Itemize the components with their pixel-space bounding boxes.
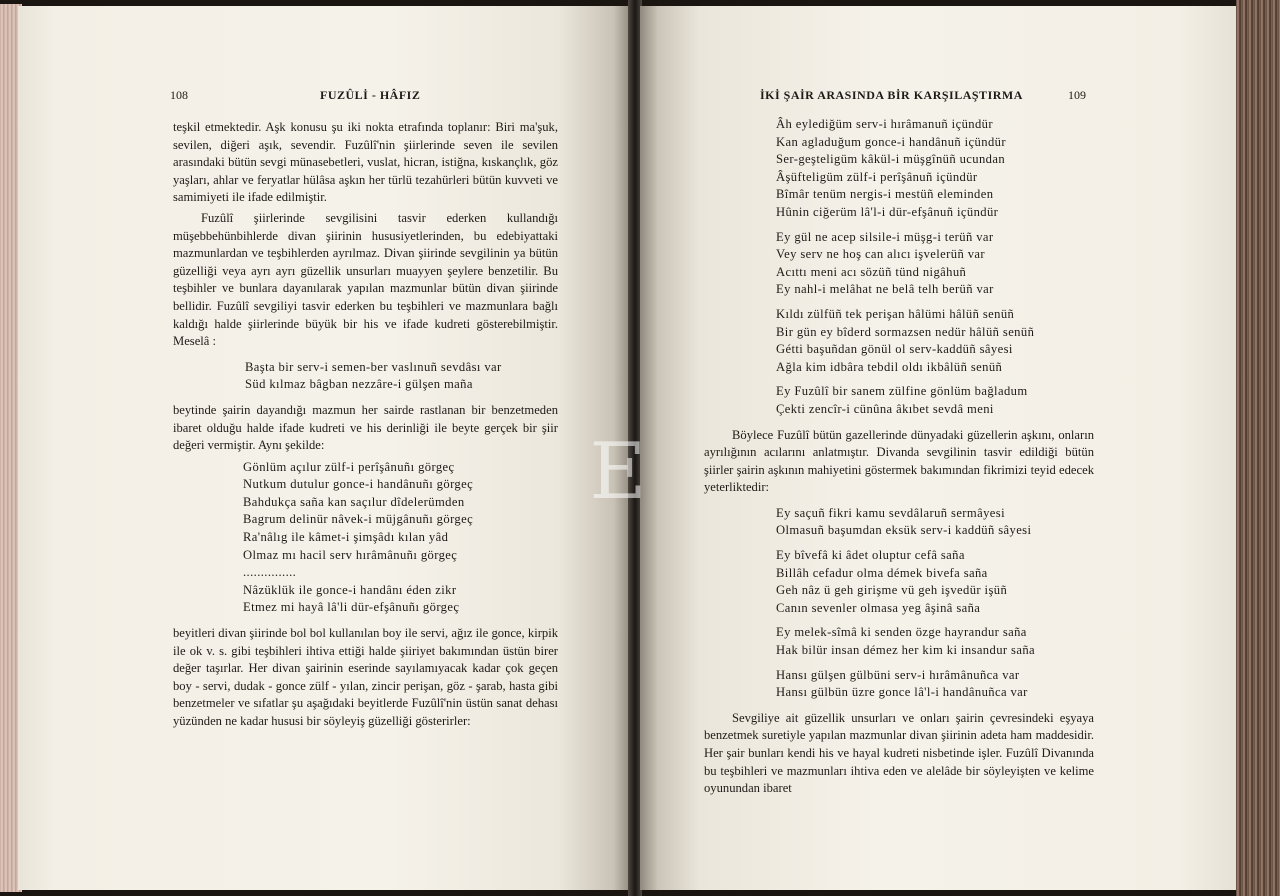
right-page-edges <box>1236 0 1280 896</box>
stanza <box>776 229 1094 299</box>
verse-line: Kıldı zülfüñ tek perişan hâlümi hâlüñ senüñ <box>776 306 1015 321</box>
right-text-column <box>704 116 1094 798</box>
verse-line: Ey saçuñ fikri kamu sevdâlaruñ sermâyesi <box>776 505 1005 520</box>
stanza <box>776 547 1094 617</box>
left-verse-2 <box>243 459 558 617</box>
verse-group <box>776 116 1094 419</box>
right-paragraph-2: Sevgiliye ait güzellik unsurları ve onları şairin çevresindeki eşyaya benzetmek suretiyle yapılan mazmunlar divan şiirinin adeta ham maddesidir. Her şair bunları kendi his ve hayal kudreti nisbetinde işler. Fuzûlî Divanında bu teşbihleri ve mazmunları ihtiva eden ve alelâde bir söyleyişten ve kelime oyunundan ibaret <box>704 710 1094 796</box>
verse-line: Süd kılmaz bâgban nezzâre-i gülşen maña <box>245 377 473 392</box>
verse-line: Ser-geşteligüm kâkül-i müşgînüñ ucundan <box>776 152 1006 167</box>
verse-line: Etmez mi hayâ lâ'li dür-efşânuñı görgeç <box>243 600 460 615</box>
verse-line: Bir gün ey bîderd sormazsen nedür hâlüñ senüñ <box>776 324 1035 339</box>
verse-line: Âşüfteligüm zülf-i perîşânuñ içündür <box>776 169 978 184</box>
verse-line: Gönlüm açılur zülf-i perîşânuñı görgeç <box>243 459 455 474</box>
verse-line: Ey Fuzûlî bir sanem zülfine gönlüm bağladum <box>776 384 1028 399</box>
running-header-right: İKİ ŞAİR ARASINDA BİR KARŞILAŞTIRMA <box>760 88 1023 102</box>
right-paragraph-1: Böylece Fuzûlî bütün gazellerinde dünyadaki güzellerin aşkını, onların ayrılığının acılarını anlatmıştır. Divanda sevgilinin tasvir edildiği bütün şiirler şairin aşkının mahiyetini göstermek bakımından fikrimizi teyid edecek yeterliktedir: <box>704 427 1094 495</box>
left-paragraph-1: teşkil etmektedir. Aşk konusu şu iki nokta etrafında toplanır: Biri ma'şuk, sevilen, diğeri aşık, sevendir. Fuzûlî'nin şiirlerinde seven ile sevilen arasındaki bütün sevgi münasebetleri, vuslat, hicran, istiğna, kıskançlık, göz yaşları, ahlar ve feryatlar hülâsa aşkın her türlü tezahürleri bütün kuvveti ve samimiyeti ile ifade edilmiştir. <box>173 120 558 205</box>
verse-line: Hansı gülşen gülbüni serv-i hırâmânuñca var <box>776 667 1020 682</box>
verse-line: Gétti başuñdan gönül ol serv-kaddüñ sâyesi <box>776 342 1013 357</box>
right-page <box>640 6 1240 890</box>
verse-line: Hansı gülbün üzre gonce lâ'l-i handânuñca var <box>776 685 1028 700</box>
running-header-left: FUZÛLİ - HÂFIZ <box>320 88 421 102</box>
verse-line: Ey bîvefâ ki âdet oluptur cefâ saña <box>776 548 965 563</box>
verse-line: Acıttı meni acı sözüñ tünd nigâhuñ <box>776 264 967 279</box>
page-number-right: 109 <box>1068 88 1086 102</box>
verse-group <box>776 505 1094 702</box>
verse-line: Başta bir serv-i semen-ber vaslınuñ sevdâsı var <box>245 359 502 374</box>
left-verse-1 <box>245 359 558 394</box>
left-page <box>18 6 632 890</box>
verse-line: Bîmâr tenüm nergis-i mestüñ eleminden <box>776 187 994 202</box>
stanza <box>776 383 1094 418</box>
right-verse-block-1 <box>776 116 1094 419</box>
verse-line: Hûnin ciğerüm lâ'l-i dür-efşânuñ içündür <box>776 204 999 219</box>
verse-line: Canın sevenler olmasa yeg âşinâ saña <box>776 600 981 615</box>
right-verse-block-2 <box>776 505 1094 702</box>
left-text-column <box>173 119 558 731</box>
verse-line: Ey gül ne acep silsile-i müşg-i terüñ var <box>776 229 994 244</box>
verse-line: Geh nâz ü geh girişme vü geh işvedür işüñ <box>776 583 1008 598</box>
verse-line: Nutkum dutulur gonce-i handânuñı görgeç <box>243 477 474 492</box>
page-number-left: 108 <box>170 88 188 102</box>
stanza <box>776 624 1094 659</box>
verse-line: Billâh cefadur olma démek bivefa saña <box>776 565 988 580</box>
stanza <box>776 116 1094 222</box>
verse-line: Olmaz mı hacil serv hırâmânuñı görgeç <box>243 547 458 562</box>
left-paragraph-3: beytinde şairin dayandığı mazmun her sairde rastlanan bir benzetmeden ibaret olduğu halde ifade kudreti ve his derinliği ile beyte gerçek bir şiir değeri vermiştir. Aynı şekilde: <box>173 402 558 453</box>
watermark-letter: E <box>589 427 647 517</box>
left-paragraph-2: Fuzûlî şiirlerinde sevgilisini tasvir ederken kullandığı müşebbehünbihlerde divan şiirinin hususiyetlerinden, bu edebiyattaki mazmunlardan ve teşbihlerden ayrılmaz. Divan şiirinde sevgilinin ya bütün güzelliği veya ayrı ayrı güzellik unsurları muayyen şeylere benzetilir. Bu teşbihler ve bunlara dayanılarak yapılan mazmunlar bütün divan şiirinde bellidir. Fuzûlî sevgiliyi tasvir ederken bu teşbihleri ve mazmunlara bağlı kaldığı halde şiirlerinde büyük bir his ve ifade kudreti gösterebilmiştir. Meselâ : <box>173 210 558 349</box>
verse-line: Kan agladuğum gonce-i handânuñ içündür <box>776 134 1006 149</box>
verse-ellipsis: ............... <box>243 565 297 580</box>
verse-line: Hak bilür insan démez her kim ki insandur saña <box>776 643 1036 658</box>
verse-line: Olmasuñ başumdan eksük serv-i kaddüñ sâyesi <box>776 523 1032 538</box>
verse-line: Âh eylediğüm serv-i hırâmanuñ içündür <box>776 117 993 131</box>
verse-line: Ey nahl-i melâhat ne belâ telh berüñ var <box>776 282 994 297</box>
verse-line: Nâzüklük ile gonce-i handânı éden zikr <box>243 582 457 597</box>
verse-line: Vey serv ne hoş can alıcı işvelerüñ var <box>776 247 985 262</box>
verse-line: Ağla kim idbâra tebdil oldı ikbâlüñ senüñ <box>776 359 1003 374</box>
left-paragraph-4: beyitleri divan şiirinde bol bol kullanılan boy ile servi, ağız ile gonce, kirpik ile ok v. s. gibi teşbihleri ihtiva ettiği halde şiiriyet bakımından üstün birer değer taşırlar. Her divan şairinin eserinde sayılamıyacak kadar çok geçen boy - servi, dudak - gonce zülf - yılan, zincir perişan, göz - şarab, hasta gibi benzetmeler ve sıfatlar şu aşağıdaki beyitlerde Fuzûlî'nin üstün sanat dehası yüzünden ne kadar hususi bir söyleyiş güzelliği gösterirler: <box>173 626 558 728</box>
stanza <box>776 306 1094 376</box>
verse-line: Çekti zencîr-i cünûna âkıbet sevdâ meni <box>776 401 994 416</box>
verse-line: Ey melek-sîmâ ki senden özge hayrandur saña <box>776 625 1027 640</box>
stanza <box>776 505 1094 540</box>
verse-line: Bagrum delinür nâvek-i müjgânuñı görgeç <box>243 512 474 527</box>
verse-line: Bahdukça saña kan saçılur dîdelerümden <box>243 494 465 509</box>
stanza <box>776 667 1094 702</box>
verse-line: Ra'nâlıg ile kâmet-i şimşâdı kılan yâd <box>243 530 449 545</box>
